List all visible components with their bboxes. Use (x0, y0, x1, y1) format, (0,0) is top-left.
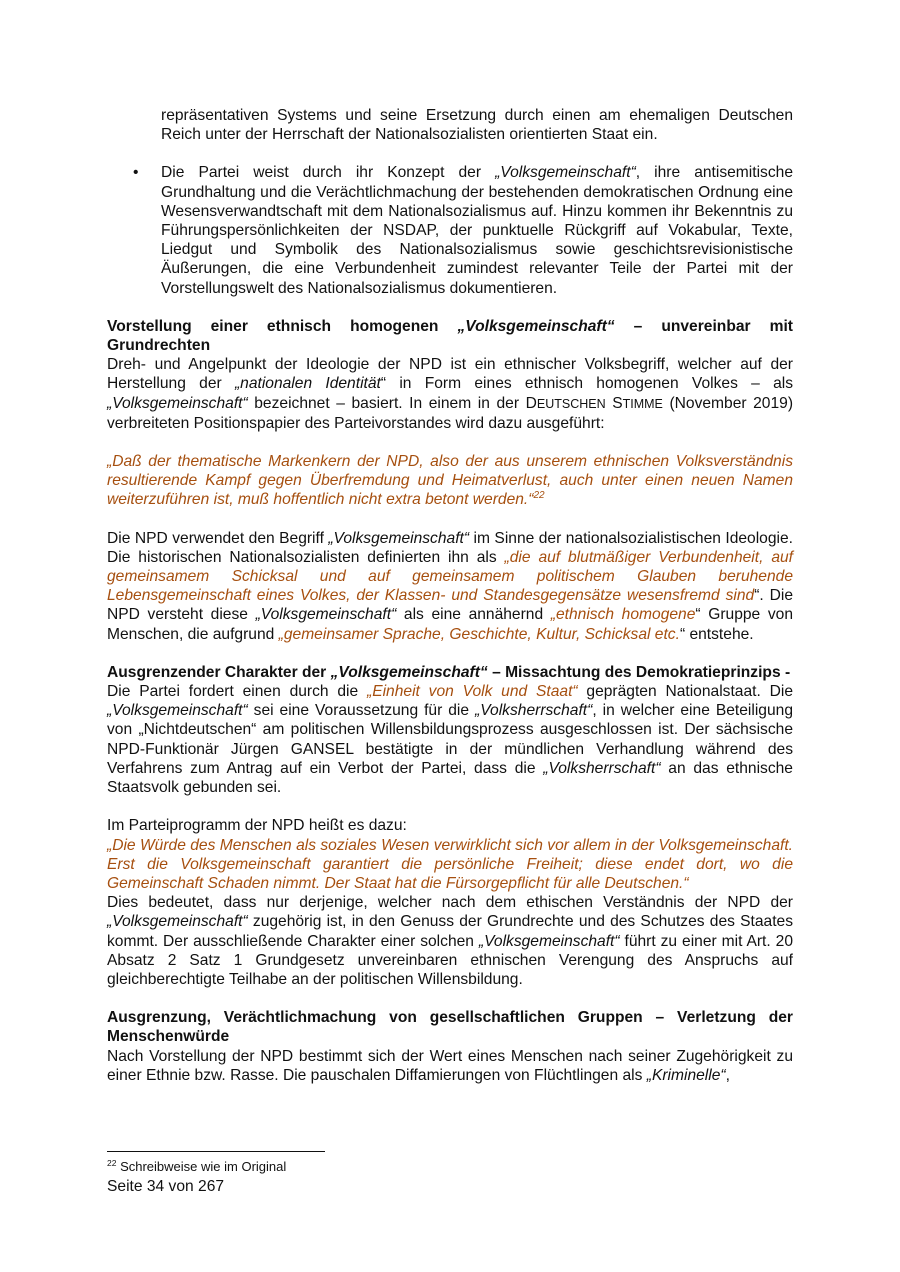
section-paragraph: Dreh- und Angelpunkt der Ideologie der NPD ist ein ethnischer Volksbegriff, welcher auf der Herstellung der „nationalen Identität“ in Form eines ethnisch homogenen Volkes – als „Volksgemeinschaft“ bezeichnet – basiert. In einem in der DEUTSCHEN STIMME (November 2019) verbreiteten Positionspapier des Parteivorstandes wird dazu ausgeführt: (107, 356, 794, 432)
document-body (107, 106, 793, 1085)
page-number: Seite 34 von 267 (107, 1178, 225, 1195)
section-paragraph: Im Parteiprogramm der NPD heißt es dazu: (107, 817, 407, 835)
footnote-number: 22 (107, 1158, 117, 1168)
footnote-separator (107, 1151, 325, 1152)
section-heading-volksgemeinschaft: Vorstellung einer ethnisch homogenen „Volksgemeinschaft“ – unvereinbar mit Grundrechten (107, 317, 793, 355)
intro-text: repräsentativen Systems und seine Ersetzung durch einen am ehemaligen Deutschen Reich unter der Herrschaft der Nationalsozialisten orientierten Staat ein. (161, 107, 793, 144)
footnote-text: Schreibweise wie im Original (116, 1159, 287, 1174)
footnote-ref: 22 (533, 490, 545, 502)
block-quote: „Daß der thematische Markenkern der NPD, also der aus unserem ethnischen Volksverständnis resultierende Kampf gegen Überfremdung und Heimatverlust, auch unter einen neuen Namen weiterzuführen ist, muß hoffentlich nicht extra betont werden.“$^{22}$ (107, 453, 793, 509)
section-paragraph: Dies bedeutet, dass nur derjenige, welcher nach dem ethischen Verständnis der NPD der „Volksgemeinschaft“ zugehörig ist, in den Genuss der Grundrechte und des Schutzes des Staates kommt. Der ausschließende Charakter einer solchen „Volksgemeinschaft“ führt zu einer mit Art. 20 Absatz 2 Satz 1 Grundgesetz unvereinbaren ethnischen Verengung des Anspruchs auf gleichberechtigte Teilhabe an der politischen Willensbildung. (107, 894, 793, 988)
section-heading-ausgrenzung: Ausgrenzung, Verächtlichmachung von gesellschaftlichen Gruppen – Verletzung der Menschenwürde (107, 1009, 793, 1046)
section-paragraph: Nach Vorstellung der NPD bestimmt sich der Wert eines Menschen nach seiner Zugehörigkeit zu einer Ethnie bzw. Rasse. Die pauschalen Diffamierungen von Flüchtlingen als „Kriminelle“, (107, 1047, 793, 1084)
block-quote: „Die Würde des Menschen als soziales Wesen verwirklicht sich vor allem in der Volksgemeinschaft. Erst die Volksgemeinschaft garantiert die persönliche Freiheit; diese endet dort, wo die Gemeinschaft Schaden nimmt. Der Staat hat die Fürsorgepflicht für alle Deutschen.“ (107, 836, 793, 892)
footnote (107, 1159, 286, 1174)
section-paragraph: Die Partei fordert einen durch die „Einheit von Volk und Staat“ geprägten Nationalstaat. Die „Volksgemeinschaft“ sei eine Voraussetzung für die „Volksherrschaft“, in welcher eine Beteiligung von „Nichtdeutschen“ am politischen Willensbildungsprozess ausgeschlossen ist. Der sächsische NPD-Funktionär Jürgen GANSEL bestätigte in der mündlichen Verhandlung während des Verfahrens zum Antrag auf ein Verbot der Partei, dass die „Volksherrschaft“ an das ethnische Staatsvolk gebunden sei. (107, 683, 793, 797)
bullet-marker: • (133, 164, 139, 182)
bullet-item: • Die Partei weist durch ihr Konzept der „Volksgemeinschaft“, ihre antisemitische Grundhaltung und die Verächtlichmachung der bestehenden demokratischen Ordnung eine Wesensverwandtschaft mit dem Nationalsozialismus auf. Hinzu kommen ihr Bekenntnis zu Führungspersönlichkeiten der NSDAP, der punktuelle Rückgriff auf Vokabular, Texte, Liedgut und Symbolik des Nationalsozialismus sowie geschichtsrevisionistische Äußerungen, die eine Verbundenheit zumindest relevanter Teile der Partei mit der Vorstellungswelt des Nationalsozialismus dokumentieren. (133, 164, 793, 297)
section-paragraph: Die NPD verwendet den Begriff „Volksgemeinschaft“ im Sinne der nationalsozialistischen Ideologie. Die historischen Nationalsozialisten definierten ihn als „die auf blutmäßiger Verbundenheit, auf gemeinsamem Schicksal und auf gemeinsamem politischem Glauben beruhende Lebensgemeinschaft eines Volkes, der Klassen- und Standesgegensätze wesensfremd sind“. Die NPD versteht diese „Volksgemeinschaft“ als eine annähernd „ethnisch homogene“ Gruppe von Menschen, die aufgrund „gemeinsamer Sprache, Geschichte, Kultur, Schicksal etc.“ entstehe. (107, 529, 793, 643)
section-heading-ausgrenzender-charakter: Ausgrenzender Charakter der „Volksgemeinschaft“ – Missachtung des Demokratieprinzips - (107, 663, 791, 681)
intro-paragraph (161, 106, 793, 144)
